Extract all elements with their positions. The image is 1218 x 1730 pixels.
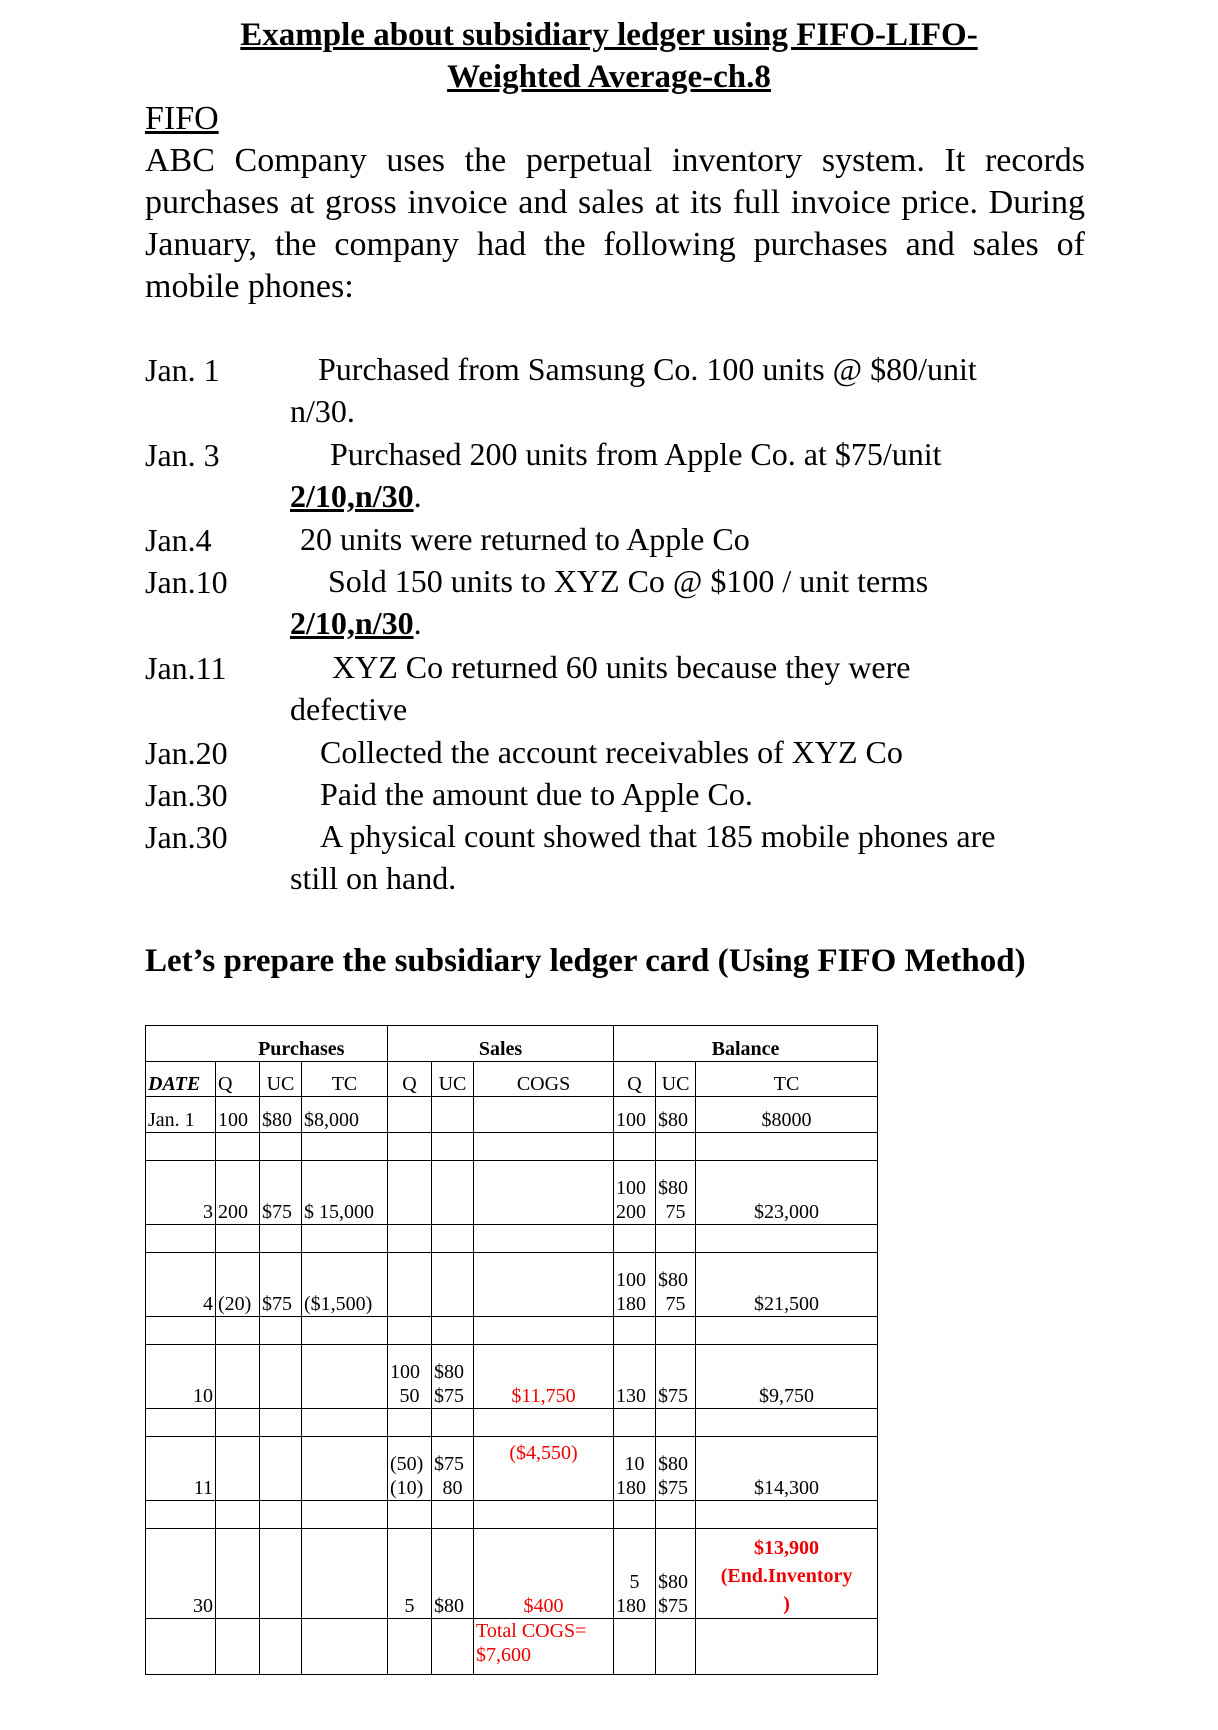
suc-line: $75 [434,1385,465,1407]
transaction-text-cont: defective [290,691,408,727]
sales-uc-header: UC [432,1062,474,1097]
table-row-spacer [146,1317,878,1345]
cogs-header: COGS [474,1062,614,1097]
purchases-header: Purchases [216,1026,388,1062]
sq-line: 50 [399,1385,420,1407]
cell-btc: $21,500 [696,1253,878,1317]
title-line-2: Weighted Average-ch.8 [447,59,771,95]
transaction-date: Jan.10 [145,564,228,600]
cell-buc [656,1253,696,1317]
row-date: 4 [146,1253,216,1317]
cell-bq: 130 [614,1345,656,1409]
cell-puc: $75 [260,1253,302,1317]
terms-text: 2/10,n/30 [290,478,414,514]
group-header-row [146,1026,878,1062]
transaction-date: Jan.11 [145,650,227,686]
transaction-text-cont: n/30. [290,393,355,429]
row-date: 10 [146,1345,216,1409]
transaction-terms [290,475,422,517]
suc-line: 80 [442,1477,463,1499]
cell-buc [656,1161,696,1225]
row-date: 11 [146,1437,216,1501]
btc-line: ) [783,1593,790,1615]
row-date: Jan. 1 [146,1097,216,1133]
buc-line: 75 [665,1201,686,1223]
cell-bq [614,1253,656,1317]
bq-line: 200 [616,1201,647,1223]
table-row-total [146,1619,878,1675]
cell-suc [432,1097,474,1133]
btc-line: $13,900 [754,1537,820,1559]
cell-sq [388,1437,432,1501]
bq-line: 180 [616,1293,647,1315]
buc-line: $75 [658,1595,689,1617]
intro-paragraph: ABC Company uses the perpetual inventory system. It records purchases at gross invoice and sales at its full invoice price. During January, the company had the following purchases and sales of mobile phones: [145,142,1085,305]
cell-sq [388,1345,432,1409]
cell-sq [388,1097,432,1133]
cell-sq: 5 [388,1529,432,1619]
bq-line: 100 [616,1269,647,1291]
table-row [146,1253,878,1317]
transaction-text: Paid the amount due to Apple Co. [320,776,753,812]
cell-suc [432,1345,474,1409]
cell-pq: 100 [216,1097,260,1133]
cell-btc-ending-inventory [696,1529,878,1619]
cell-bq [614,1529,656,1619]
cell-btc: $14,300 [696,1437,878,1501]
terms-text: 2/10,n/30 [290,605,414,641]
bq-line: 180 [616,1595,647,1617]
table-row [146,1345,878,1409]
table-row [146,1097,878,1133]
ledger-heading: Let’s prepare the subsidiary ledger card (Using FIFO Method) [145,943,1026,979]
buc-line: 75 [665,1293,686,1315]
transaction-date: Jan.4 [145,522,212,558]
cell-cogs: $11,750 [474,1345,614,1409]
cell-suc: $80 [432,1529,474,1619]
sq-line: (50) [390,1453,424,1475]
cell-btc: $9,750 [696,1345,878,1409]
btc-line: (End.Inventory [720,1565,853,1587]
transaction-text: A physical count showed that 185 mobile phones are [320,818,996,854]
buc-line: $75 [658,1477,689,1499]
cell-btc: $23,000 [696,1161,878,1225]
row-date: 30 [146,1529,216,1619]
transaction-date: Jan. 3 [145,437,220,473]
row-date: 3 [146,1161,216,1225]
transaction-date: Jan.30 [145,777,228,813]
bq-line: 5 [629,1571,640,1593]
balance-header: Balance [614,1026,878,1062]
purchases-tc-header: TC [302,1062,388,1097]
cell-btc: $8000 [696,1097,878,1133]
transaction-text: Purchased from Samsung Co. 100 units @ $80/unit [318,351,977,387]
balance-uc-header: UC [656,1062,696,1097]
transaction-terms [290,602,422,644]
cell-ptc: $8,000 [302,1097,388,1133]
transaction-text: XYZ Co returned 60 units because they were [332,649,911,685]
terms-tail: . [413,478,422,514]
bq-line: 10 [624,1453,645,1475]
sales-header: Sales [388,1026,614,1062]
sales-q-header: Q [388,1062,432,1097]
transaction-date: Jan. 1 [145,352,220,388]
cell-cogs [474,1097,614,1133]
cell-bq [614,1437,656,1501]
terms-tail: . [413,605,422,641]
bq-line: 100 [616,1177,647,1199]
suc-line: $80 [434,1361,465,1383]
cell-ptc: $ 15,000 [302,1161,388,1225]
cell-puc: $80 [260,1097,302,1133]
buc-line: $80 [658,1177,689,1199]
table-row [146,1437,878,1501]
bq-line: 180 [616,1477,647,1499]
cell-bq [614,1161,656,1225]
transaction-text: Sold 150 units to XYZ Co @ $100 / unit terms [328,563,929,599]
cell-suc [432,1437,474,1501]
purchases-uc-header: UC [260,1062,302,1097]
balance-tc-header: TC [696,1062,878,1097]
purchases-q-header: Q [216,1062,260,1097]
table-row-spacer [146,1225,878,1253]
buc-line: $80 [658,1453,689,1475]
cell-cogs: $400 [474,1529,614,1619]
buc-line: $80 [658,1269,689,1291]
cell-buc [656,1529,696,1619]
balance-q-header: Q [614,1062,656,1097]
date-col-header: DATE [146,1062,216,1097]
transaction-text: 20 units were returned to Apple Co [300,521,750,557]
cell-buc [656,1437,696,1501]
cell-ptc: ($1,500) [302,1253,388,1317]
transaction-text: Purchased 200 units from Apple Co. at $75/unit [330,436,942,472]
table-row-spacer [146,1133,878,1161]
transaction-date: Jan.30 [145,819,228,855]
table-row [146,1529,878,1619]
total-cogs-label: Total COGS= [476,1620,587,1642]
cell-buc: $75 [656,1345,696,1409]
total-cogs-cell [474,1619,614,1675]
column-header-row [146,1062,878,1097]
sq-line: (10) [390,1477,424,1499]
table-row-spacer [146,1501,878,1529]
buc-line: $80 [658,1571,689,1593]
sq-line: 100 [390,1361,421,1383]
cell-pq: (20) [216,1253,260,1317]
table-row [146,1161,878,1225]
fifo-heading: FIFO [145,100,219,137]
table-row-spacer [146,1409,878,1437]
cell-pq: 200 [216,1161,260,1225]
transaction-date: Jan.20 [145,735,228,771]
title-line-1: Example about subsidiary ledger using FIFO-LIFO- [240,17,978,53]
cell-cogs: ($4,550) [474,1437,614,1501]
suc-line: $75 [434,1453,465,1475]
cell-bq: 100 [614,1097,656,1133]
transaction-text-cont: still on hand. [290,860,457,896]
transaction-text: Collected the account receivables of XYZ Co [320,734,903,770]
cell-puc: $75 [260,1161,302,1225]
subsidiary-ledger-table [145,1025,878,1675]
cell-buc: $80 [656,1097,696,1133]
total-cogs-value: $7,600 [476,1644,532,1666]
